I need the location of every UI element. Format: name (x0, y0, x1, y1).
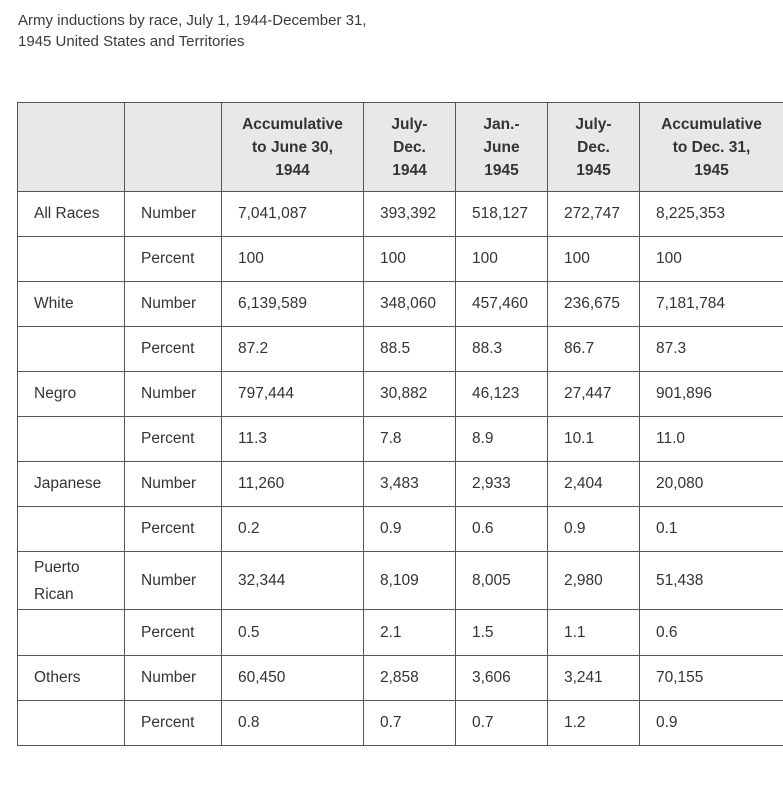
value-cell: 51,438 (640, 552, 783, 610)
table-row (18, 282, 783, 327)
table-row (18, 507, 783, 552)
header-race (18, 103, 125, 192)
value-cell: 2.1 (364, 610, 456, 656)
value-cell: 0.9 (548, 507, 640, 552)
inductions-table (17, 102, 783, 746)
header-line: Accumulative (661, 115, 762, 133)
race-cell (18, 552, 125, 610)
value-cell: 1.5 (456, 610, 548, 656)
value-cell: 3,241 (548, 656, 640, 701)
value-cell: 518,127 (456, 192, 548, 237)
value-cell: 88.5 (364, 327, 456, 372)
race-line: Puerto (34, 558, 80, 576)
value-cell: 272,747 (548, 192, 640, 237)
header-line: to Dec. 31, (672, 138, 751, 156)
header-line: 1945 (694, 161, 729, 179)
value-cell: 457,460 (456, 282, 548, 327)
table-row (18, 701, 783, 746)
value-cell: 901,896 (640, 372, 783, 417)
value-cell: 236,675 (548, 282, 640, 327)
header-line: Dec. (577, 138, 610, 156)
value-cell: 7.8 (364, 417, 456, 462)
value-cell: 348,060 (364, 282, 456, 327)
value-cell: 88.3 (456, 327, 548, 372)
race-cell (18, 237, 125, 282)
value-cell: 2,980 (548, 552, 640, 610)
value-cell: 86.7 (548, 327, 640, 372)
measure-cell: Percent (125, 701, 222, 746)
header-line: to June 30, (252, 138, 333, 156)
header-line: Dec. (393, 138, 426, 156)
race-cell: All Races (18, 192, 125, 237)
value-cell: 11.3 (222, 417, 364, 462)
measure-cell: Number (125, 656, 222, 701)
value-cell: 1.2 (548, 701, 640, 746)
value-cell: 6,139,589 (222, 282, 364, 327)
header-row (18, 103, 783, 192)
race-line: Rican (34, 585, 74, 603)
table-row (18, 656, 783, 701)
value-cell: 10.1 (548, 417, 640, 462)
value-cell: 7,181,784 (640, 282, 783, 327)
header-line: 1944 (392, 161, 427, 179)
header-july-dec-1945 (548, 103, 640, 192)
value-cell: 30,882 (364, 372, 456, 417)
measure-cell: Percent (125, 237, 222, 282)
measure-cell: Number (125, 462, 222, 507)
table-row (18, 610, 783, 656)
value-cell: 100 (640, 237, 783, 282)
value-cell: 11,260 (222, 462, 364, 507)
value-cell: 7,041,087 (222, 192, 364, 237)
value-cell: 3,483 (364, 462, 456, 507)
table-row (18, 192, 783, 237)
measure-cell: Number (125, 192, 222, 237)
value-cell: 100 (222, 237, 364, 282)
measure-cell: Number (125, 282, 222, 327)
race-cell (18, 701, 125, 746)
header-july-dec-1944 (364, 103, 456, 192)
header-line: 1945 (484, 161, 519, 179)
value-cell: 8,225,353 (640, 192, 783, 237)
value-cell: 8,109 (364, 552, 456, 610)
race-cell (18, 417, 125, 462)
race-cell: Negro (18, 372, 125, 417)
race-cell (18, 327, 125, 372)
value-cell: 0.2 (222, 507, 364, 552)
header-accumulative-june-1944 (222, 103, 364, 192)
value-cell: 70,155 (640, 656, 783, 701)
value-cell: 0.9 (640, 701, 783, 746)
value-cell: 2,858 (364, 656, 456, 701)
table-row (18, 237, 783, 282)
value-cell: 8.9 (456, 417, 548, 462)
value-cell: 46,123 (456, 372, 548, 417)
value-cell: 0.7 (364, 701, 456, 746)
value-cell: 60,450 (222, 656, 364, 701)
header-accumulative-dec-1945 (640, 103, 783, 192)
header-line: July- (575, 115, 612, 133)
value-cell: 0.8 (222, 701, 364, 746)
table-row (18, 327, 783, 372)
value-cell: 0.9 (364, 507, 456, 552)
value-cell: 3,606 (456, 656, 548, 701)
value-cell: 1.1 (548, 610, 640, 656)
header-line: Jan.- (483, 115, 520, 133)
value-cell: 11.0 (640, 417, 783, 462)
value-cell: 797,444 (222, 372, 364, 417)
value-cell: 27,447 (548, 372, 640, 417)
value-cell: 2,404 (548, 462, 640, 507)
value-cell: 100 (456, 237, 548, 282)
race-cell: Japanese (18, 462, 125, 507)
value-cell: 2,933 (456, 462, 548, 507)
measure-cell: Number (125, 552, 222, 610)
table-caption: Army inductions by race, July 1, 1944-December 31, 1945 United States and Territories (18, 12, 367, 50)
race-cell: White (18, 282, 125, 327)
value-cell: 0.7 (456, 701, 548, 746)
header-line: Accumulative (242, 115, 343, 133)
value-cell: 87.2 (222, 327, 364, 372)
header-line: June (483, 138, 520, 156)
race-cell: Others (18, 656, 125, 701)
header-jan-june-1945 (456, 103, 548, 192)
value-cell: 8,005 (456, 552, 548, 610)
header-measure (125, 103, 222, 192)
measure-cell: Number (125, 372, 222, 417)
value-cell: 0.5 (222, 610, 364, 656)
measure-cell: Percent (125, 417, 222, 462)
table-row (18, 417, 783, 462)
table-row (18, 552, 783, 610)
header-line: July- (391, 115, 428, 133)
value-cell: 100 (548, 237, 640, 282)
value-cell: 32,344 (222, 552, 364, 610)
measure-cell: Percent (125, 610, 222, 656)
measure-cell: Percent (125, 327, 222, 372)
measure-cell: Percent (125, 507, 222, 552)
race-cell (18, 610, 125, 656)
table-row (18, 372, 783, 417)
value-cell: 393,392 (364, 192, 456, 237)
header-line: 1945 (576, 161, 611, 179)
value-cell: 87.3 (640, 327, 783, 372)
value-cell: 0.6 (640, 610, 783, 656)
header-line: 1944 (275, 161, 310, 179)
value-cell: 0.1 (640, 507, 783, 552)
value-cell: 0.6 (456, 507, 548, 552)
value-cell: 100 (364, 237, 456, 282)
table-container (17, 102, 783, 746)
race-cell (18, 507, 125, 552)
table-row (18, 462, 783, 507)
value-cell: 20,080 (640, 462, 783, 507)
